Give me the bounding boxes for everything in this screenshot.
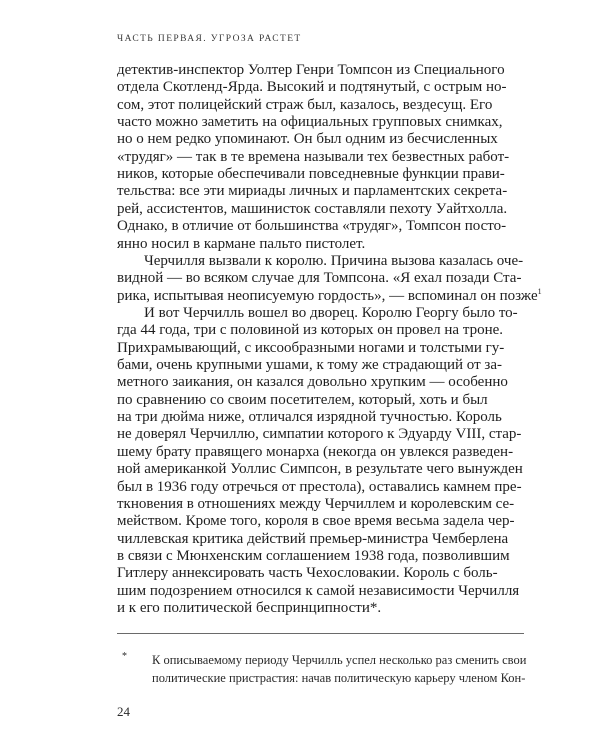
body-line: шему брату правящего монарха (некогда он увлекся разведен- — [117, 444, 514, 460]
body-line: рей, ассистентов, машинисток составляли пехоту Уайтхолла. — [117, 201, 508, 217]
body-line: ткновения в отношениях между Черчиллем и королевским се- — [117, 496, 515, 512]
footnote-line: политические пристрастия: начав политическую карьеру членом Кон- — [152, 671, 526, 685]
body-line: Прихрамывающий, с иксообразными ногами и толстыми гу- — [117, 340, 505, 356]
body-line: но о нем редко упоминают. Он был одним из бесчисленных — [117, 131, 498, 147]
body-line-text: рика, испытывая неописуемую гордость», — вспоминал он позже — [117, 288, 538, 304]
body-line: мейством. Кроме того, короля в свое время весьма задела чер- — [117, 513, 515, 529]
body-line: Черчилля вызвали к королю. Причина вызова казалась оче- — [144, 253, 524, 269]
body-line: янно носил в кармане пальто пистолет. — [117, 236, 366, 252]
body-line: ников, которые обеспечивали повседневные функции прави- — [117, 166, 505, 182]
note-reference: 1 — [537, 287, 542, 296]
body-line: И вот Черчилль вошел во дворец. Королю Георгу было то- — [144, 305, 518, 321]
body-line: бами, очень крупными ушами, к тому же страдающий от за- — [117, 357, 502, 373]
body-line: в связи с Мюнхенским соглашением 1938 года, позволившим — [117, 548, 510, 564]
footnote-marker: * — [122, 651, 127, 662]
body-line: по сравнению со своим посетителем, который, хоть и был — [117, 392, 488, 408]
body-line: сом, этот полицейский страж был, казалось, вездесущ. Его — [117, 97, 493, 113]
body-line: ной американкой Уоллис Симпсон, в результате чего вынужден — [117, 461, 523, 477]
body-line: отдела Скотленд-Ярда. Высокий и подтянутый, с острым но- — [117, 79, 507, 95]
footnote-line: К описываемому периоду Черчилль успел несколько раз сменить свои — [152, 653, 527, 667]
body-line: чиллевская критика действий премьер-министра Чемберлена — [117, 531, 509, 547]
body-line: не доверял Черчиллю, симпатии которого к Эдуарду VIII, стар- — [117, 426, 522, 442]
body-line: детектив-инспектор Уолтер Генри Томпсон из Специального — [117, 62, 505, 78]
body-line: гда 44 года, три с половиной из которых он провел на троне. — [117, 322, 504, 338]
body-line: шим подозрением относился к самой независимости Черчилля — [117, 583, 520, 599]
running-header: ЧАСТЬ ПЕРВАЯ. УГРОЗА РАСТЕТ — [117, 34, 302, 44]
body-line: и к его политической беспринципности*. — [117, 600, 382, 616]
body-line: на три дюйма ниже, отличался изрядной тучностью. Король — [117, 409, 502, 425]
body-line — [117, 288, 542, 305]
body-line: «трудяг» — так в те времена называли тех безвестных работ- — [117, 149, 510, 165]
body-line: был в 1936 году отречься от престола), оставались камнем пре- — [117, 479, 522, 495]
body-line: Гитлеру аннексировать часть Чехословакии. Король с боль- — [117, 565, 498, 581]
body-line: видной — во всяком случае для Томпсона. «Я ехал позади Ста- — [117, 270, 522, 286]
body-line: Однако, в отличие от большинства «трудяг», Томпсон посто- — [117, 218, 507, 234]
body-line: тельства: все эти мириады личных и парламентских секрета- — [117, 183, 508, 199]
page-number: 24 — [117, 704, 130, 719]
footnote-divider — [117, 633, 524, 634]
body-line: часто можно заметить на официальных групповых снимках, — [117, 114, 503, 130]
body-line: метного заикания, он казался довольно хрупким — особенно — [117, 374, 508, 390]
